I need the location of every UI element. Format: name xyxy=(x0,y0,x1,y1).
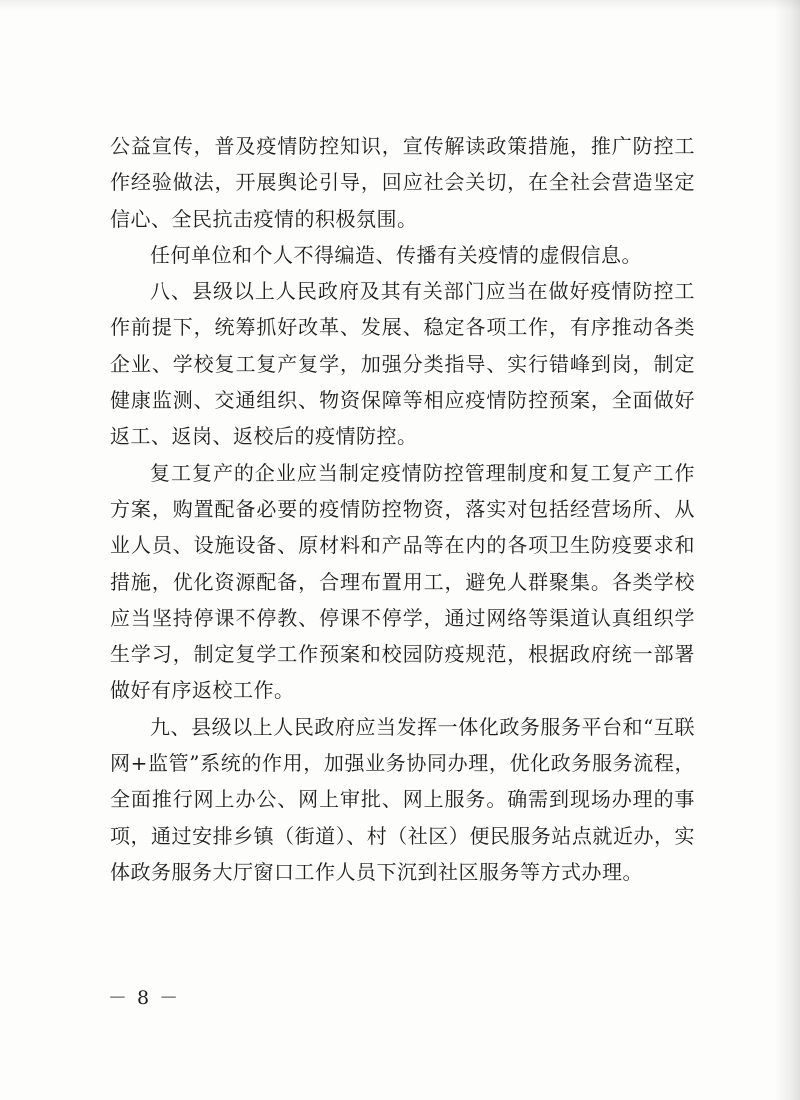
paragraph-false-info: 任何单位和个人不得编造、传播有关疫情的虚假信息。 xyxy=(150,242,642,267)
paragraph-article-9: 九、县级以上人民政府应当发挥一体化政务服务平台和“互联网+监管”系统的作用，加强业务协同办理，优化政务服务流程，全面推行网上办公、网上审批、网上服务。确需到现场办理的事项，通过安排乡镇（街道）、村（社区）便民服务站点就近办，实体政务服务大厅窗口工作人员下沉到社区服务等方式办理。 xyxy=(110,714,695,884)
document-body xyxy=(110,128,695,890)
scan-shadow-right xyxy=(774,0,800,1100)
paragraph-article-8: 八、县级以上人民政府及其有关部门应当在做好疫情防控工作前提下，统筹抓好改革、发展、稳定各项工作，有序推动各类企业、学校复工复产复学，加强分类指导、实行错峰到岗，制定健康监测、交通组织、物资保障等相应疫情防控预案，全面做好返工、返岗、返校后的疫情防控。 xyxy=(110,279,695,449)
paragraph-resumption: 复工复产的企业应当制定疫情防控管理制度和复工复产工作方案，购置配备必要的疫情防控物资，落实对包括经营场所、从业人员、设施设备、原材料和产品等在内的各项卫生防疫要求和措施，优化资源配备，合理布置用工，避免人群聚集。各类学校应当坚持停课不停教、停课不停学，通过网络等渠道认真组织学生学习，制定复学工作预案和校园防疫规范，根据政府统一部署做好有序返校工作。 xyxy=(110,460,695,703)
scan-shadow-top xyxy=(0,0,800,10)
paragraph-continuation: 公益宣传，普及疫情防控知识，宣传解读政策措施，推广防控工作经验做法，开展舆论引导，回应社会关切，在全社会营造坚定信心、全民抗击疫情的积极氛围。 xyxy=(110,134,695,231)
page-number: － 8 － xyxy=(108,987,181,1009)
